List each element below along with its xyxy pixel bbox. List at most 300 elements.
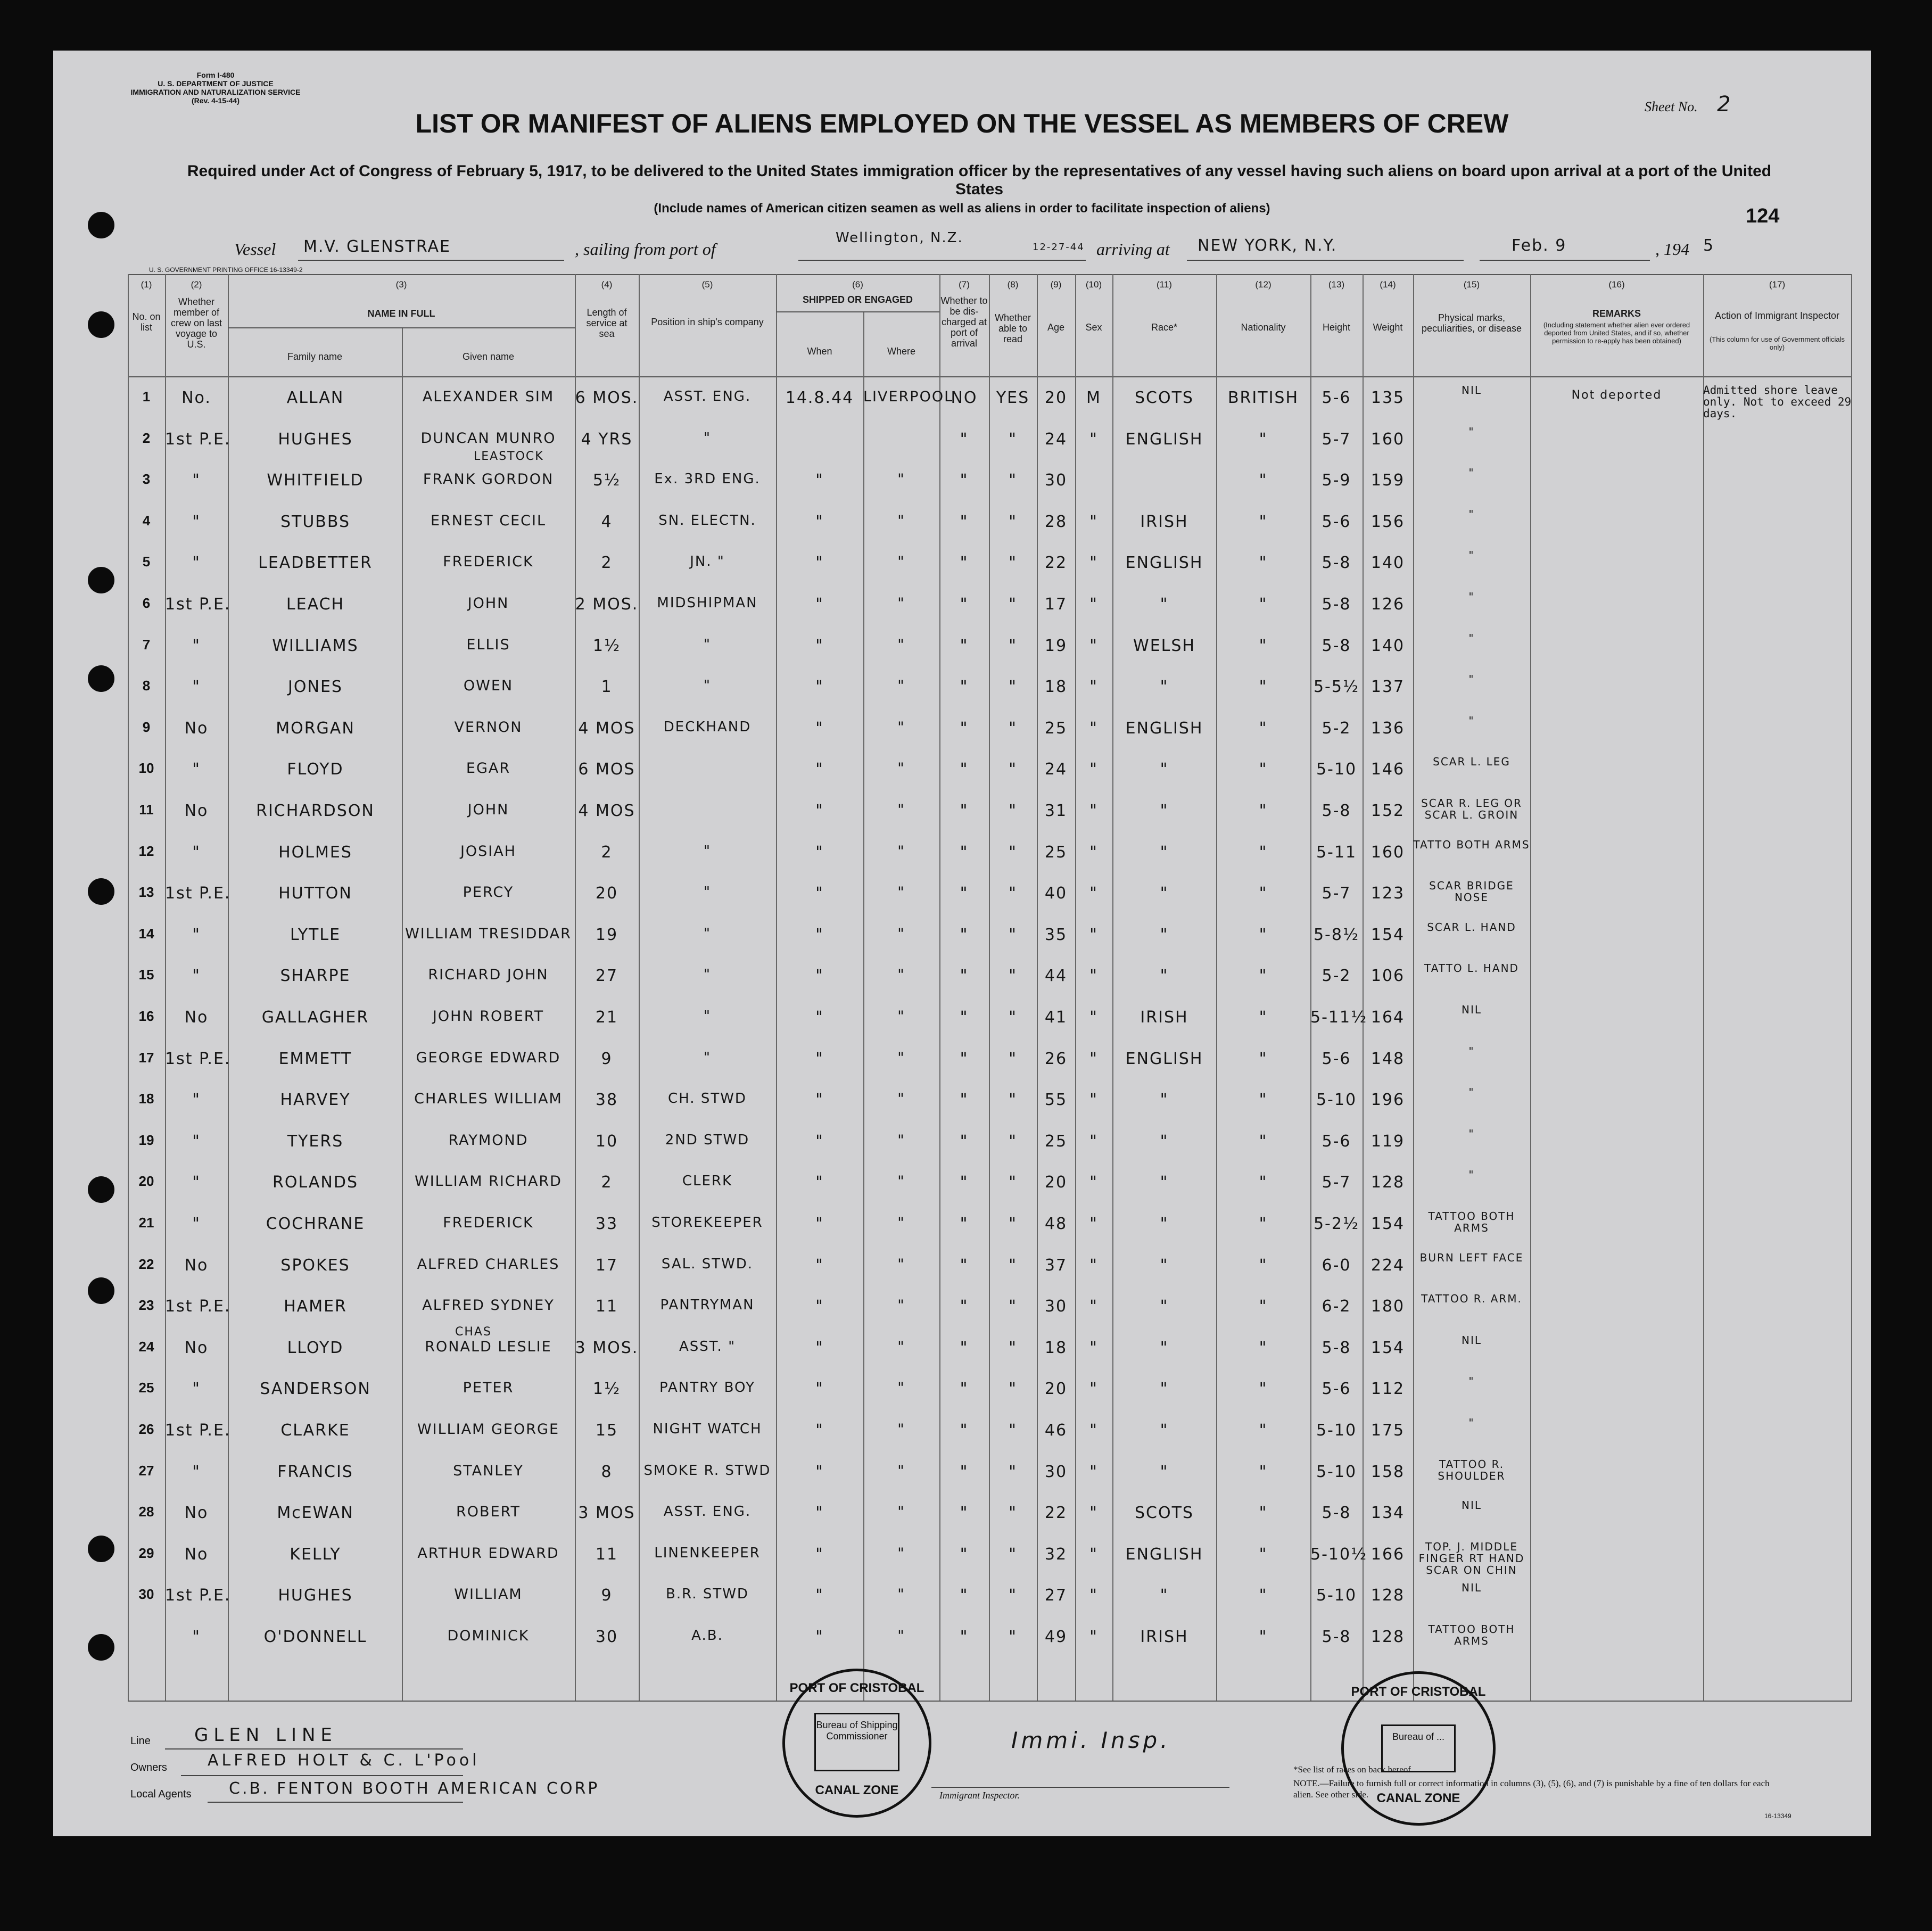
cell-read: " <box>1009 843 1017 862</box>
hdr-remarks: REMARKS <box>1592 308 1641 319</box>
cell-age: 49 <box>1044 1628 1068 1646</box>
cell-weight: 166 <box>1370 1545 1405 1564</box>
cell-where: " <box>897 1380 905 1397</box>
owners-value: ALFRED HOLT & C. L'Pool <box>208 1751 480 1770</box>
cell-prev: " <box>192 1132 201 1151</box>
cell-disch: " <box>960 1421 969 1440</box>
cell-nat: " <box>1259 802 1268 820</box>
cell-nat: " <box>1259 1256 1268 1275</box>
cell-given: GEORGE EDWARD <box>416 1049 561 1066</box>
cell-age: 24 <box>1044 430 1068 449</box>
cell-weight: 148 <box>1370 1049 1405 1068</box>
cell-prev: " <box>192 1173 201 1192</box>
cell-prev: " <box>192 636 201 655</box>
cell-when: " <box>815 636 824 655</box>
cell-race: " <box>1160 678 1169 697</box>
cell-family: FLOYD <box>287 760 344 779</box>
cell-marks: " <box>1468 1375 1475 1388</box>
cell-race: " <box>1160 760 1169 779</box>
cell-no: 11 <box>139 802 154 818</box>
cell-read: " <box>1009 1049 1017 1068</box>
hdr-where: Where <box>887 346 915 357</box>
row23-given-annotation: CHAS <box>455 1325 492 1339</box>
cell-race: " <box>1160 1380 1169 1399</box>
cell-disch: " <box>960 802 969 820</box>
cell-position: " <box>704 843 711 859</box>
table-row <box>53 1003 1871 1043</box>
cell-sex: " <box>1089 1215 1098 1233</box>
cell-read: " <box>1009 1215 1017 1233</box>
inspector-label: Immigrant Inspector. <box>939 1790 1020 1801</box>
footnote-text: NOTE.—Failure to furnish full or correct information in columns (3), (5), (6), and (7) is punishable by a fine of ten dollars for each alien. See other side. <box>1293 1778 1770 1800</box>
cell-where: " <box>897 760 905 777</box>
cell-no: 3 <box>142 471 151 488</box>
col-num: (9) <box>1050 279 1062 290</box>
agents-value: C.B. FENTON BOOTH AMERICAN CORP <box>229 1779 600 1798</box>
cell-disch: " <box>960 760 969 779</box>
stamp-top: PORT OF CRISTOBAL <box>789 1681 924 1695</box>
cell-age: 17 <box>1044 595 1068 614</box>
cell-disch: " <box>960 967 969 986</box>
cell-marks: SCAR BRIDGE NOSE <box>1429 879 1514 904</box>
cell-position: SAL. STWD. <box>661 1256 754 1272</box>
cell-when: " <box>815 471 824 490</box>
cell-weight: 180 <box>1370 1297 1405 1316</box>
cell-marks: NIL <box>1461 1581 1482 1595</box>
cell-disch: " <box>960 1008 969 1027</box>
cell-where: " <box>897 1504 905 1521</box>
cell-service: 30 <box>595 1628 618 1646</box>
sheet-label: Sheet No. <box>1645 99 1698 114</box>
cell-disch: " <box>960 1256 969 1275</box>
cell-weight: 140 <box>1370 636 1405 655</box>
cell-no: 1 <box>142 389 151 405</box>
cell-disch: " <box>960 1091 969 1110</box>
cell-age: 25 <box>1044 1132 1068 1151</box>
cell-read: " <box>1009 1091 1017 1110</box>
cell-no: 30 <box>138 1586 154 1603</box>
cell-weight: 146 <box>1370 760 1405 779</box>
cell-sex: " <box>1089 1256 1098 1275</box>
cell-no: 23 <box>138 1297 154 1314</box>
year-prefix: , 194 <box>1655 240 1689 259</box>
cell-service: 1½ <box>592 636 621 655</box>
cell-nat: " <box>1259 1628 1268 1646</box>
hdr-name-in-full: NAME IN FULL <box>367 308 435 319</box>
cell-prev: 1st P.E. <box>165 1049 231 1068</box>
cell-nat: " <box>1259 760 1268 779</box>
cell-when: " <box>815 802 824 820</box>
cell-weight: 152 <box>1370 802 1405 820</box>
cell-service: 8 <box>601 1462 613 1481</box>
cell-when: " <box>815 554 824 573</box>
cell-marks: SCAR L. LEG <box>1433 755 1510 769</box>
table-row <box>53 1292 1871 1332</box>
cell-prev: No <box>184 1504 209 1523</box>
cell-age: 18 <box>1044 1338 1068 1357</box>
cell-weight: 126 <box>1370 595 1405 614</box>
cell-prev: No <box>184 1545 209 1564</box>
cell-family: TYERS <box>287 1132 344 1151</box>
cell-when: " <box>815 1049 824 1068</box>
cell-no: 20 <box>138 1173 154 1190</box>
col-num: (16) <box>1608 279 1625 290</box>
cell-no: 19 <box>138 1132 154 1148</box>
hdr-action-note: (This column for use of Government officials only) <box>1709 335 1845 351</box>
cell-marks: " <box>1468 507 1475 521</box>
cell-where: " <box>897 1421 905 1438</box>
cell-no: 29 <box>138 1545 154 1561</box>
table-row <box>53 1581 1871 1621</box>
cell-family: KELLY <box>290 1545 341 1564</box>
table-row <box>53 466 1871 506</box>
cell-weight: 106 <box>1370 967 1405 986</box>
cell-height: 5-5½ <box>1313 678 1360 697</box>
col-num: (11) <box>1157 279 1172 290</box>
cell-family: HOLMES <box>278 843 352 862</box>
inspector-signature: Immi. Insp. <box>1011 1727 1171 1753</box>
cell-sex: " <box>1089 1545 1098 1564</box>
cell-age: 28 <box>1044 512 1068 531</box>
cell-service: 11 <box>595 1545 618 1564</box>
cell-weight: 156 <box>1370 512 1405 531</box>
cell-prev: No <box>184 802 209 820</box>
cell-sex: M <box>1086 389 1101 407</box>
table-row <box>53 1127 1871 1167</box>
table-row <box>53 672 1871 713</box>
cell-given: CHARLES WILLIAM <box>414 1091 563 1108</box>
table-row <box>53 631 1871 672</box>
cell-when: " <box>815 843 824 862</box>
cell-height: 6-2 <box>1322 1297 1351 1316</box>
cell-no: 24 <box>138 1338 154 1355</box>
col-num: (4) <box>601 279 613 290</box>
cell-age: 55 <box>1044 1091 1068 1110</box>
cell-where: " <box>897 719 905 736</box>
cell-prev: " <box>192 678 201 697</box>
cell-remarks: Not deported <box>1571 389 1662 402</box>
col-num: (3) <box>395 279 407 290</box>
cell-where: " <box>897 1462 905 1479</box>
cell-read: " <box>1009 719 1017 738</box>
printing-office: U. S. GOVERNMENT PRINTING OFFICE 16-13349-2 <box>149 266 303 274</box>
cell-weight: 135 <box>1370 389 1405 407</box>
cell-disch: " <box>960 1380 969 1399</box>
footer-line <box>130 1735 151 1747</box>
cell-marks: NIL <box>1461 384 1482 397</box>
cell-race: " <box>1160 884 1169 903</box>
cell-height: 5-9 <box>1322 471 1351 490</box>
cell-read: " <box>1009 1586 1017 1605</box>
cell-race: " <box>1160 1132 1169 1151</box>
cell-where: " <box>897 1586 905 1603</box>
cell-given: JOHN <box>467 595 509 612</box>
cell-sex: " <box>1089 636 1098 655</box>
cell-when: " <box>815 967 824 986</box>
cell-weight: 175 <box>1370 1421 1405 1440</box>
hdr-shipped: SHIPPED OR ENGAGED <box>802 294 913 305</box>
cell-nat: " <box>1259 554 1268 573</box>
cell-read: " <box>1009 1421 1017 1440</box>
cell-service: 1½ <box>592 1380 621 1399</box>
cell-age: 18 <box>1044 678 1068 697</box>
cell-service: 4 MOS <box>578 719 635 738</box>
hdr-no-on-list: No. on list <box>132 311 161 333</box>
cell-weight: 128 <box>1370 1586 1405 1605</box>
cell-given: RAYMOND <box>448 1132 529 1149</box>
cell-where: " <box>897 512 905 529</box>
cell-position: " <box>704 967 711 983</box>
cell-family: LYTLE <box>290 925 341 944</box>
vessel-value: M.V. GLENSTRAE <box>303 237 451 256</box>
cell-when: " <box>815 1173 824 1192</box>
cell-weight: 224 <box>1370 1256 1405 1275</box>
cell-when: " <box>815 925 824 944</box>
cell-weight: 154 <box>1370 925 1405 944</box>
cell-when: " <box>815 678 824 697</box>
cell-given: WILLIAM RICHARD <box>415 1173 562 1190</box>
cell-nat: " <box>1259 1421 1268 1440</box>
cell-disch: " <box>960 430 969 449</box>
hdr-nationality: Nationality <box>1241 322 1286 333</box>
cell-nat: " <box>1259 1297 1268 1316</box>
cell-service: 6 MOS. <box>575 389 639 407</box>
cell-service: 11 <box>595 1297 618 1316</box>
cell-disch: " <box>960 1132 969 1151</box>
cell-weight: 136 <box>1370 719 1405 738</box>
table-row <box>53 1622 1871 1663</box>
cell-service: 27 <box>595 967 618 986</box>
cell-disch: " <box>960 512 969 531</box>
col-num: (2) <box>191 279 202 290</box>
cell-prev: " <box>192 1628 201 1646</box>
cell-sex: " <box>1089 1462 1098 1481</box>
hdr-sex: Sex <box>1085 322 1102 333</box>
cell-position: ASST. ENG. <box>663 389 752 405</box>
cell-weight: 159 <box>1370 471 1405 490</box>
revision: (Rev. 4-15-44) <box>191 96 240 105</box>
cell-family: ROLANDS <box>273 1173 358 1192</box>
table-row <box>53 796 1871 837</box>
cell-position: SN. ELECTN. <box>658 512 756 529</box>
cell-marks: TATTO BOTH ARMS <box>1413 838 1530 851</box>
cell-race: " <box>1160 595 1169 614</box>
cell-where: " <box>897 471 905 488</box>
table-row <box>53 920 1871 961</box>
cell-given: WILLIAM TRESIDDAR <box>405 925 572 942</box>
cell-where: " <box>897 1132 905 1149</box>
cell-family: CLARKE <box>280 1421 350 1440</box>
cell-prev: " <box>192 843 201 862</box>
cell-marks: TOP. J. MIDDLE FINGER RT HAND SCAR ON CHIN <box>1418 1540 1525 1577</box>
cell-read: " <box>1009 1173 1017 1192</box>
cell-read: " <box>1009 1462 1017 1481</box>
cell-read: " <box>1009 1338 1017 1357</box>
cell-nat: " <box>1259 1586 1268 1605</box>
cell-marks: " <box>1468 1127 1475 1140</box>
cell-given: PETER <box>463 1380 514 1397</box>
cell-service: 19 <box>595 925 618 944</box>
cell-prev: No <box>184 1256 209 1275</box>
cell-sex: " <box>1089 1628 1098 1646</box>
hdr-weight: Weight <box>1373 322 1403 333</box>
cell-disch: " <box>960 471 969 490</box>
cell-marks: " <box>1468 1416 1475 1429</box>
cell-read: " <box>1009 967 1017 986</box>
cell-marks: " <box>1468 425 1475 438</box>
cell-disch: " <box>960 884 969 903</box>
cell-age: 20 <box>1044 389 1068 407</box>
table-row <box>53 1333 1871 1374</box>
cell-marks: " <box>1468 466 1475 480</box>
cell-where: " <box>897 1049 905 1066</box>
cell-when: " <box>815 1297 824 1316</box>
cell-when: " <box>815 1132 824 1151</box>
cell-position: " <box>704 1008 711 1024</box>
hdr-able-read: Whether able to read <box>994 312 1031 344</box>
table-row <box>53 1251 1871 1291</box>
cell-marks: NIL <box>1461 1333 1482 1347</box>
cell-sex: " <box>1089 760 1098 779</box>
cell-family: HAMER <box>284 1297 347 1316</box>
cell-sex: " <box>1089 1421 1098 1440</box>
cell-race: " <box>1160 1215 1169 1233</box>
agents-label: Local Agents <box>130 1788 192 1800</box>
cell-marks: TATTOO BOTH ARMS <box>1428 1210 1515 1234</box>
cell-given: STANLEY <box>453 1462 524 1479</box>
cell-position: 2ND STWD <box>665 1132 750 1148</box>
cell-position: " <box>704 636 711 653</box>
cell-service: 9 <box>601 1586 613 1605</box>
cell-nat: " <box>1259 678 1268 697</box>
cell-sex: " <box>1089 1091 1098 1110</box>
cell-where: " <box>897 1256 905 1273</box>
cell-sex: " <box>1089 884 1098 903</box>
cell-no: 8 <box>142 678 151 694</box>
cell-race: IRISH <box>1140 512 1188 531</box>
cell-given: ELLIS <box>466 636 510 653</box>
table-row <box>53 1209 1871 1250</box>
cell-no: 22 <box>138 1256 154 1272</box>
stamp-bottom: CANAL ZONE <box>1376 1791 1460 1805</box>
cell-family: LEACH <box>286 595 345 614</box>
cell-disch: " <box>960 1173 969 1192</box>
cell-race: " <box>1160 1173 1169 1192</box>
cell-race: ENGLISH <box>1125 554 1203 573</box>
table-row <box>53 425 1871 465</box>
cell-where: " <box>897 636 905 653</box>
cell-weight: 158 <box>1370 1462 1405 1481</box>
cell-prev: No <box>184 1338 209 1357</box>
cell-nat: " <box>1259 1380 1268 1399</box>
table-row <box>53 1540 1871 1580</box>
cell-when: " <box>815 1462 824 1481</box>
cell-where: " <box>897 595 905 612</box>
cell-disch: " <box>960 925 969 944</box>
stamp-top: PORT OF CRISTOBAL <box>1351 1685 1486 1699</box>
cell-height: 5-7 <box>1322 430 1351 449</box>
cell-race: IRISH <box>1140 1008 1188 1027</box>
col-num: (1) <box>141 279 152 290</box>
cell-when: 14.8.44 <box>785 389 854 407</box>
cell-height: 5-11½ <box>1310 1008 1368 1027</box>
cell-weight: 134 <box>1370 1504 1405 1523</box>
cell-disch: " <box>960 1297 969 1316</box>
cell-weight: 137 <box>1370 678 1405 697</box>
cell-when: " <box>815 1008 824 1027</box>
cell-marks: TATTOO R. SHOULDER <box>1438 1457 1506 1482</box>
cell-nat: " <box>1259 1091 1268 1110</box>
cell-service: 21 <box>595 1008 618 1027</box>
hdr-race: Race* <box>1151 322 1178 333</box>
cell-sex: " <box>1089 1586 1098 1605</box>
table-row <box>53 838 1871 878</box>
col-num: (6) <box>852 279 863 290</box>
table-row <box>53 755 1871 795</box>
cell-given: JOSIAH <box>460 843 517 860</box>
cell-when: " <box>815 512 824 531</box>
cell-service: 2 MOS. <box>575 595 639 614</box>
cell-family: O'DONNELL <box>263 1628 367 1646</box>
cell-no: 17 <box>138 1049 154 1066</box>
cell-height: 6-0 <box>1322 1256 1351 1275</box>
cell-family: EMMETT <box>278 1049 352 1068</box>
cell-read: " <box>1009 595 1017 614</box>
cell-sex: " <box>1089 967 1098 986</box>
cell-where: " <box>897 554 905 571</box>
cell-prev: 1st P.E. <box>165 595 231 614</box>
cell-sex: " <box>1089 1504 1098 1523</box>
cell-service: 4 <box>601 512 613 531</box>
cell-height: 5-2 <box>1322 719 1351 738</box>
cell-prev: " <box>192 1462 201 1481</box>
cell-prev: 1st P.E. <box>165 1586 231 1605</box>
cell-prev: " <box>192 471 201 490</box>
cell-height: 5-7 <box>1322 1173 1351 1192</box>
cell-service: 3 MOS <box>578 1504 635 1523</box>
cell-age: 48 <box>1044 1215 1068 1233</box>
cell-service: 2 <box>601 554 613 573</box>
cell-race: ENGLISH <box>1125 1049 1203 1068</box>
cell-prev: " <box>192 1380 201 1399</box>
cell-family: JONES <box>288 678 343 697</box>
col-num: (8) <box>1007 279 1019 290</box>
cell-service: 9 <box>601 1049 613 1068</box>
cell-sex: " <box>1089 678 1098 697</box>
cell-family: SHARPE <box>280 967 351 986</box>
cell-family: HUGHES <box>278 430 353 449</box>
cell-height: 5-10 <box>1316 1586 1357 1605</box>
cell-read: " <box>1009 1132 1017 1151</box>
owners-label: Owners <box>130 1762 167 1773</box>
table-row <box>53 879 1871 919</box>
cell-where: " <box>897 1008 905 1025</box>
col-num: (12) <box>1255 279 1272 290</box>
cell-nat: " <box>1259 471 1268 490</box>
cell-nat: " <box>1259 430 1268 449</box>
table-row <box>53 1168 1871 1208</box>
form-number: Form I-480 <box>196 71 235 79</box>
cell-given: RONALD LESLIE <box>425 1338 552 1355</box>
cell-given: JOHN <box>467 802 509 818</box>
cell-nat: " <box>1259 1504 1268 1523</box>
cell-sex: " <box>1089 430 1098 449</box>
cell-height: 5-6 <box>1322 512 1351 531</box>
cell-prev: " <box>192 760 201 779</box>
vessel-label: Vessel <box>234 240 276 259</box>
cell-family: HUTTON <box>278 884 352 903</box>
cell-height: 5-10 <box>1316 1462 1357 1481</box>
